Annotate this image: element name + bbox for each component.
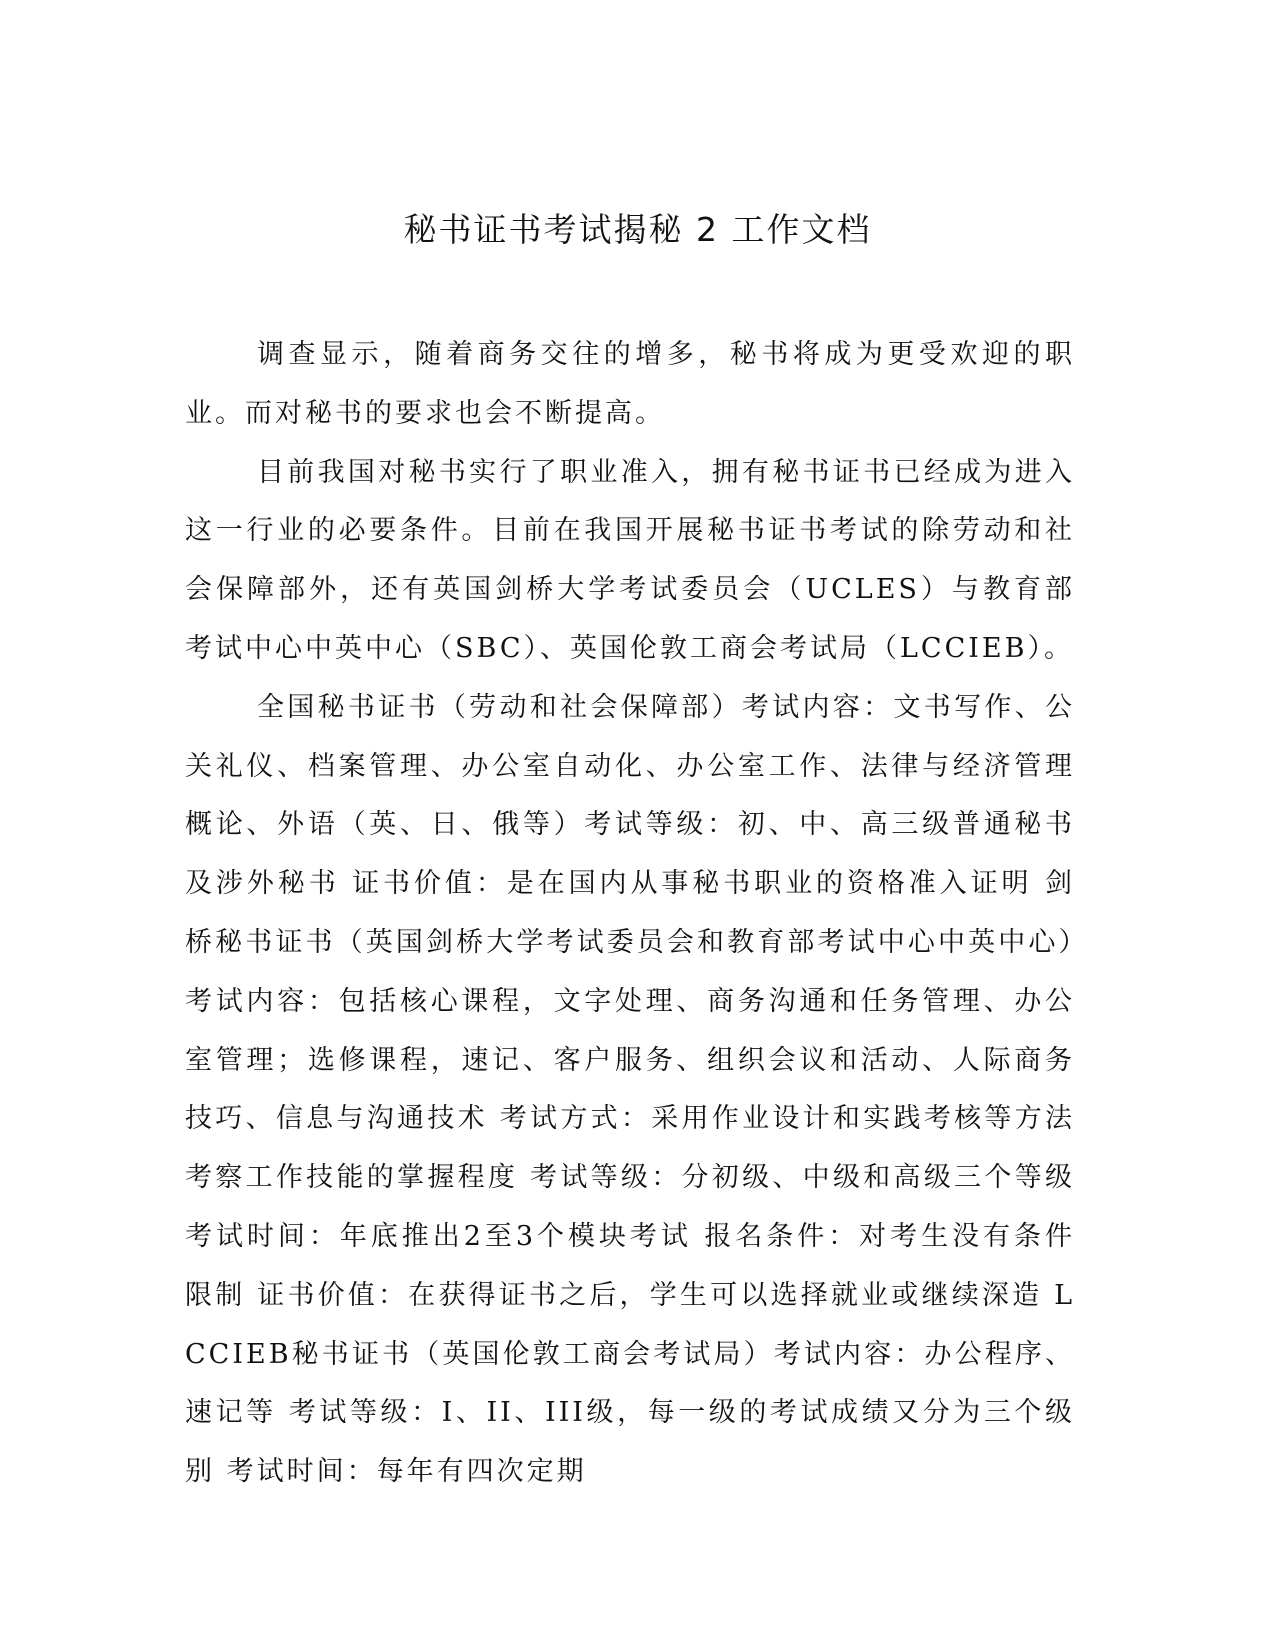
paragraph-intro: 调查显示，随着商务交往的增多，秘书将成为更受欢迎的职业。而对秘书的要求也会不断提高。 bbox=[185, 339, 1075, 429]
paragraph-exam-details: 全国秘书证书（劳动和社会保障部）考试内容：文书写作、公关礼仪、档案管理、办公室自动化、办公室工作、法律与经济管理概论、外语（英、日、俄等）考试等级：初、中、高三级普通秘书及涉外秘书 证书价值：是在国内从事秘书职业的资格准入证明 剑桥秘书证书（英国剑桥大学考试委员会和教育部考试中心中英中心）考试内容：包括核心课程，文字处理、商务沟通和任务管理、办公室管理；选修课程，速记、客户服务、组织会议和活动、人际商务技巧、信息与沟通技术 考试方式：采用作业设计和实践考核等方法考察工作技能的掌握程度 考试等级：分初级、中级和高级三个等级 考试时间：年底推出2至3个模块考试 报名条件：对考生没有条件限制 证书价值：在获得证书之后，学生可以选择就业或继续深造 LCCIEB秘书证书（英国伦敦工商会考试局）考试内容：办公程序、速记等 考试等级：I、II、III级，每一级的考试成绩又分为三个级别 考试时间：每年有四次定期 bbox=[185, 691, 1075, 1488]
document-title: 秘书证书考试揭秘 2 工作文档 bbox=[403, 210, 872, 249]
document-body bbox=[185, 326, 1075, 1502]
paragraph-certification-bodies: 目前我国对秘书实行了职业准入，拥有秘书证书已经成为进入这一行业的必要条件。目前在我国开展秘书证书考试的除劳动和社会保障部外，还有英国剑桥大学考试委员会（UCLES）与教育部考试中心中英中心（SBC）、英国伦敦工商会考试局（LCCIEB）。 bbox=[185, 456, 1075, 664]
